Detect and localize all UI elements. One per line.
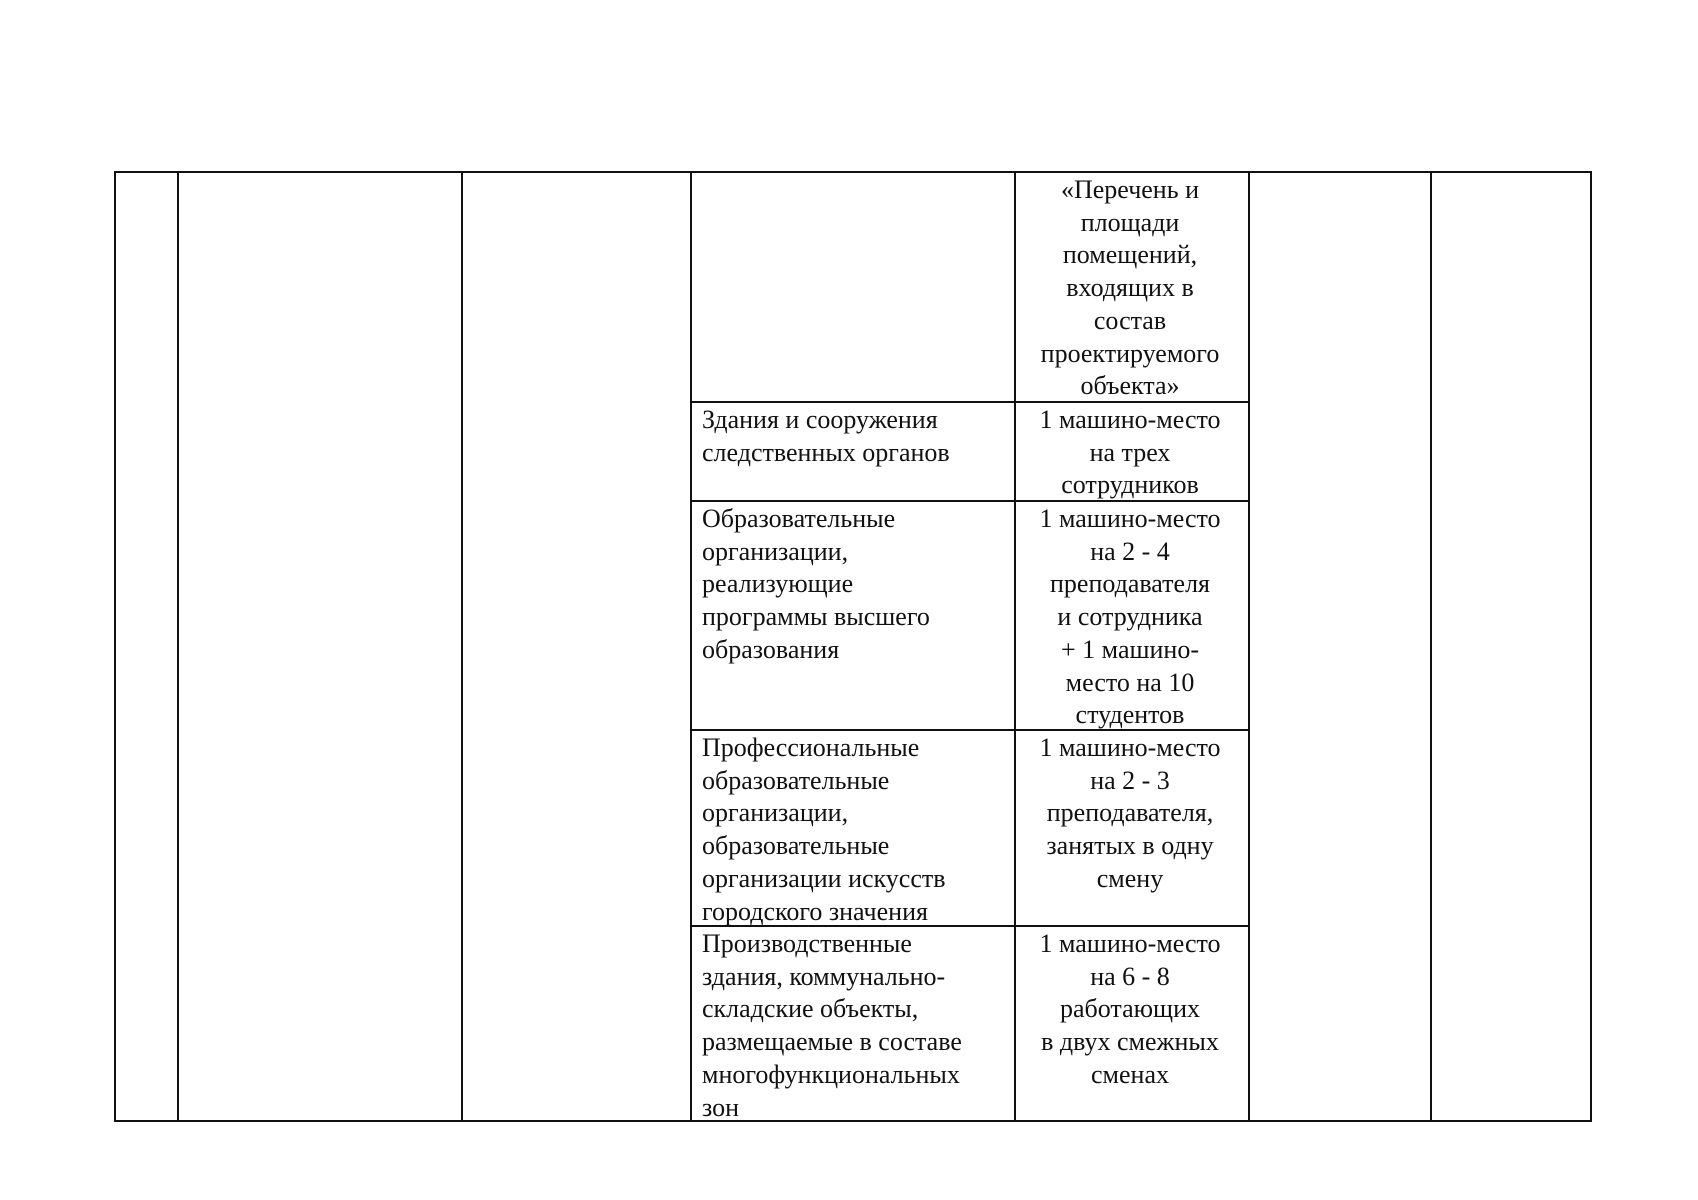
column-divider-1 [177, 171, 179, 1122]
parking-norm-cell: 1 машино-место на 2 - 3 преподавателя, занятых в одну смену [1039, 733, 1221, 893]
object-type-cell: Здания и сооружения следственных органов [702, 405, 950, 467]
column-divider-5 [1248, 171, 1250, 1122]
parking-norm-cell: 1 машино-место на 2 - 4 преподавателя и сотрудника + 1 машино- место на 10 студентов [1039, 504, 1221, 730]
object-type-cell: Профессиональные образовательные организации, образовательные организации искусств городского значения [702, 733, 946, 926]
column-divider-6 [1430, 171, 1432, 1122]
object-type-cell: Образовательные организации, реализующие программы высшего образования [702, 504, 930, 664]
parking-norm-cell: 1 машино-место на трех сотрудников [1039, 405, 1221, 500]
column-divider-2 [461, 171, 463, 1122]
parking-norm-cell: 1 машино-место на 6 - 8 работающих в двух смежных сменах [1039, 929, 1221, 1089]
column-divider-3 [690, 171, 692, 1122]
object-type-cell: Производственные здания, коммунально- складские объекты, размещаемые в составе многофункциональных зон [702, 929, 962, 1122]
norm-cell-continued: «Перечень и площади помещений, входящих в состав проектируемого объекта» [1040, 175, 1220, 401]
